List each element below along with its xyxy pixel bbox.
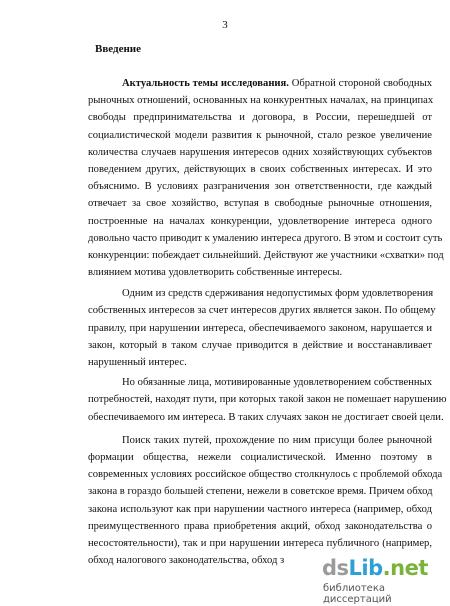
document-body [88,75,447,573]
paragraph-law [88,285,436,371]
dslib-watermark[interactable] [318,556,444,605]
watermark-tagline: библиотека диссертаций [323,583,392,605]
text-line: Поиск таких путей, прохождение по ним присущи более рыночной [122,434,432,446]
page-number: 3 [222,19,228,31]
text-line: отвечает за свое хозяйство, вступая в свободные рыночные отношения, [88,198,432,210]
text-fragment: Обратной стороной свободных [288,78,432,89]
text-line [88,75,432,92]
text-line: количества случаев нарушения интересов одних хозяйствующих субъектов [88,146,432,158]
dslib-logo [322,556,428,580]
paragraph-obliged-persons [88,374,447,426]
text-line: поведением других, действующих в своих собственных интересах. И это [88,163,432,175]
text-line: закона используют как при нарушении частного интереса (например, обход [88,503,432,515]
text-line: несостоятельности), так и при нарушении интереса публичного (например, [88,537,432,549]
text-line: Одним из средств сдерживания недопустимых форм удовлетворения [122,288,434,300]
text-line: нарушенный интерес. [88,357,187,368]
text-line: современных условиях российское общество столкнулось с проблемой обхода [88,469,443,481]
text-line: обеспечиваемого им интереса. В таких случаях закон не достигает своей цели. [88,411,444,423]
section-heading: Введение [95,43,142,55]
text-line: Но обязанные лица, мотивированные удовлетворением собственных [122,377,432,389]
paragraph-lead: Актуальность темы исследования. [122,78,289,89]
text-line: закона в гораздо большей степени, нежели в советское время. Причем обход [88,486,433,498]
text-line: социалистической модели развития к рыночной, стало резкое увеличение [88,129,432,141]
logo-ds-text: ds [322,556,349,580]
text-line: обход налогового законодательства, обход з [88,555,285,567]
logo-net-text: .net [382,556,428,580]
text-line: правилу, при нарушении интереса, обеспечиваемого законом, нарушается и [88,322,432,334]
text-line: формации общества, нежели социалистической. Именно поэтому в [88,451,432,463]
logo-lib-text: Lib [348,556,383,580]
text-line: свободы предпринимательства и договора, в России, перешедшей от [88,112,432,124]
text-line: собственных интересов за счет интересов других является закон. По общему [88,305,436,317]
text-line: потребностей, находят пути, при которых такой закон не помешает нарушению [88,394,447,406]
text-line: объяснимо. В условиях разграничения зон ответственности, где каждый [88,181,432,193]
text-line: конкуренции: побеждает сильнейший. Действуют же участники «схватки» под [88,249,444,261]
text-line: влиянием мотива удовлетворить собственные интересы. [88,267,343,279]
text-line: преимущественного права приобретения акций, обход законодательства о [88,520,432,532]
text-line: довольно часто приводит к умалению интереса другого. В этом и состоит суть [88,232,443,244]
paragraph-relevance [88,75,444,281]
paragraph-search [88,432,443,570]
text-line: построенные на началах конкуренции, удовлетворение интереса одного [88,215,432,227]
text-line: закон, который в таком случае приводится в действие и восстанавливает [88,339,432,351]
text-line: рыночных отношений, основанных на конкурентных началах, на принципах [88,95,434,107]
